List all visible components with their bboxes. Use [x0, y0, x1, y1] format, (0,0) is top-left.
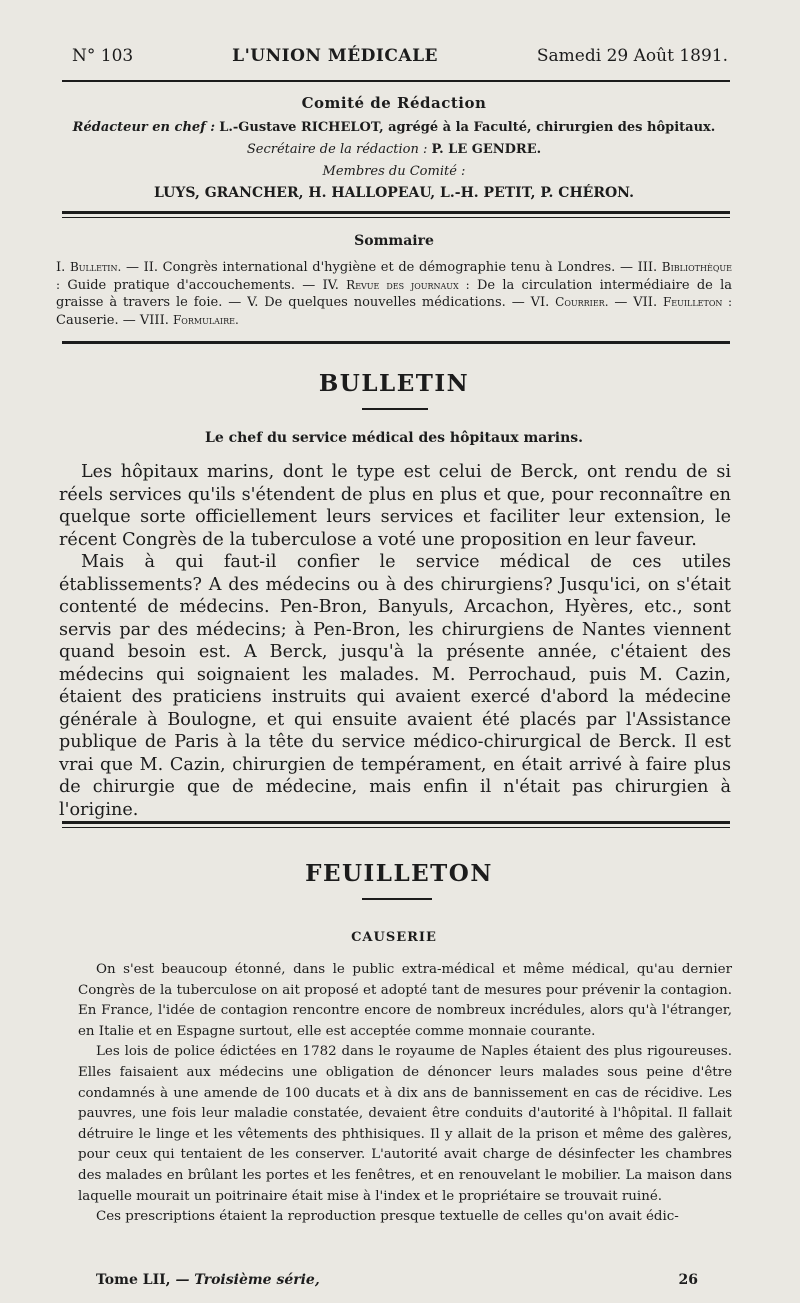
footer-tome: Tome LII, — [96, 1272, 171, 1288]
comite-rule-top — [62, 211, 730, 214]
bulletin-title-rule — [362, 408, 428, 410]
secretaire-line — [58, 142, 730, 157]
sommaire-item: — II. Congrès international d'hygiène et de démographie tenu à Londres. — [125, 260, 616, 275]
comite-title: Comité de Rédaction — [301, 94, 487, 112]
sommaire-item: — VI. Courrier. — [511, 295, 609, 310]
bulletin-subtitle: Le chef du service médical des hôpitaux marins. — [204, 430, 584, 446]
sommaire-list — [56, 259, 732, 329]
feuilleton-title-rule — [362, 898, 432, 900]
comite-rule-bottom — [62, 217, 730, 218]
issue-date: Samedi 29 Août 1891. — [536, 46, 728, 66]
secretaire-label: Secrétaire de la rédaction : — [246, 142, 428, 157]
redacteur-text: L.-Gustave RICHELOT, agrégé à la Faculté, chirurgien des hôpitaux. — [219, 120, 716, 135]
issue-number: N° 103 — [72, 46, 134, 66]
sommaire-item: — IV. Revue des journaux : De la circulation intermédiaire de la graisse à travers le foie. — [56, 277, 732, 310]
page-header — [72, 46, 728, 66]
sommaire-title: Sommaire — [354, 233, 434, 249]
sommaire-item: — V. De quelques nouvelles médications. — [228, 295, 506, 310]
feuilleton-paragraph: On s'est beaucoup étonné, dans le public extra-médical et même médical, qu'au dernier Congrès de la tuberculose on ait proposé et adopté tant de mesures pour prévenir la contagion. En France, l'idée de contagion rencontre encore de nombreux incrédules, alors qu'à l'étranger, en Italie et en Espagne surtout, elle est acceptée comme monnaie courante. — [78, 962, 732, 1039]
membres-names: LUYS, GRANCHER, H. HALLOPEAU, L.-H. PETIT, P. CHÉRON. — [154, 185, 634, 201]
sommaire-item: — III. Bibliothèque : Guide pratique d'accouchements. — [56, 260, 732, 293]
feuilleton-title: FEUILLETON — [305, 860, 493, 887]
feuilleton-rule-top — [62, 821, 730, 824]
redacteur-label: Rédacteur en chef : — [72, 120, 216, 135]
page-number: 26 — [678, 1272, 698, 1288]
feuilleton-rule-bottom — [62, 827, 730, 828]
header-rule — [62, 80, 730, 82]
sommaire-item: I. Bulletin. — [56, 260, 122, 275]
footer-volume — [96, 1272, 320, 1288]
feuilleton-paragraph: Ces prescriptions étaient la reproduction presque textuelle de celles qu'on avait édic- — [96, 1209, 679, 1225]
bulletin-paragraph: Mais à qui faut-il confier le service médical de ces utiles établissements? A des médecins ou à des chirurgiens? Jusqu'ici, on s'était contenté de médecins. Pen-Bron, Banyuls, Arcachon, Hyères, etc., sont servis par des médecins; à Pen-Bron, les chirurgiens de Nantes viennent quand besoin est. A Berck, jusqu'à la présente année, c'étaient des médecins qui soignaient les malades. M. Perrochaud, puis M. Cazin, étaient des praticiens instruits qui avaient exercé d'abord la médecine générale à Boulogne, et qui ensuite avaient été placés par l'Assistance publique de Paris à la tête du service médico-chirurgical de Berck. Il est vrai que M. Cazin, chirurgien de tempérament, en était arrivé à faire plus de chirurgie que de médecine, mais enfin il n'était pas chirurgien à l'origine. — [59, 552, 731, 820]
journal-title: L'UNION MÉDICALE — [232, 46, 438, 66]
secretaire-name: P. LE GENDRE. — [431, 142, 542, 157]
bulletin-body — [59, 461, 731, 821]
sommaire-item: — VII. Feuilleton : Causerie. — [56, 295, 732, 328]
page-footer — [96, 1272, 698, 1288]
feuilleton-paragraph: Les lois de police édictées en 1782 dans le royaume de Naples étaient des plus rigoureuses. Elles faisaient aux médecins une obligation de dénoncer leurs malades sous peine d'être condamnés à une amende de 100 ducats et à dix ans de bannissement en cas de récidive. Les pauvres, une fois leur maladie constatée, devaient être conduits d'autorité à l'hôpital. Il fallait détruire le linge et les vêtements des phthisiques. Il y allait de la prison et même des galères, pour ceux qui tentaient de les conserver. L'autorité avait charge de désinfecter les chambres des malades en brûlant les portes et les fenêtres, et en renouvelant le mobilier. La maison dans laquelle mourait un poitrinaire était mise à l'index et le propriétaire se trouvait ruiné. — [78, 1044, 732, 1204]
sommaire-item: — VIII. Formulaire. — [122, 312, 239, 328]
membres-label: Membres du Comité : — [322, 164, 466, 179]
footer-serie: — Troisième série, — [175, 1272, 320, 1288]
redacteur-line — [58, 120, 730, 135]
feuilleton-body — [78, 960, 732, 1228]
bulletin-title: BULLETIN — [318, 370, 470, 397]
bulletin-paragraph: Les hôpitaux marins, dont le type est celui de Berck, ont rendu de si réels services qu'ils s'étendent de plus en plus et que, pour reconnaître en quelque sorte officiellement leurs services et faciliter leur extension, le récent Congrès de la tuberculose a voté une proposition en leur faveur. — [59, 462, 731, 550]
feuilleton-subtitle: CAUSERIE — [351, 930, 437, 945]
sommaire-rule — [62, 341, 730, 344]
